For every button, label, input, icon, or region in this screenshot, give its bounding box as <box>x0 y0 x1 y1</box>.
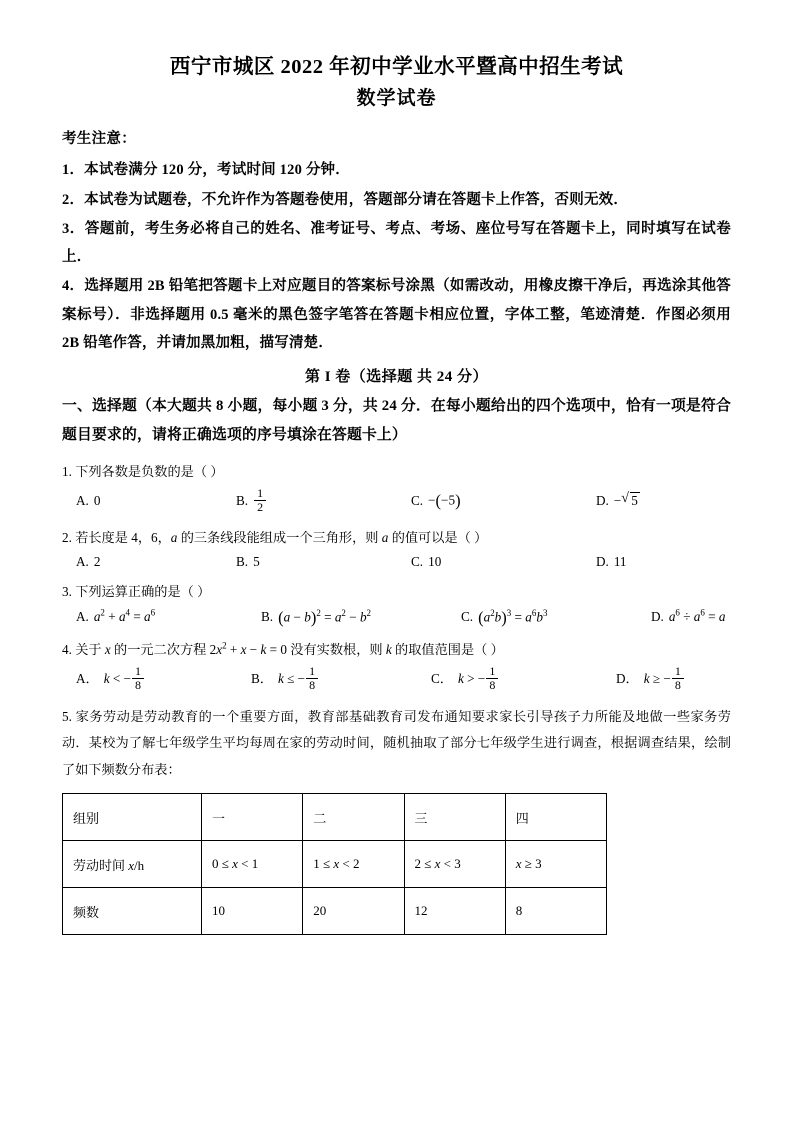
option-2-D: D. 11 <box>596 553 627 569</box>
notice-item-3: 3．答题前，考生务必将自己的姓名、准考证号、考点、考场、座位号写在答题卡上，同时填写在试卷上． <box>62 220 731 266</box>
option-2-B: B. 5 <box>236 553 260 569</box>
cell-freq-1: 10 <box>202 888 303 935</box>
cell-group-4: 四 <box>505 794 606 841</box>
notice-heading: 考生注意： <box>62 131 136 148</box>
option-3-C: C. $(a^2b)^3 = a^6b^3$ <box>461 607 548 627</box>
question-1-options <box>62 485 731 516</box>
option-4-B: B． k ≤ − $\frac{1}{8}$ <box>251 666 431 694</box>
question-4-options <box>62 663 731 694</box>
option-3-D: D. $a^6 \div a^6 = a$ <box>651 608 726 625</box>
option-1-B: B. $\frac{1}{2}$ <box>236 488 411 516</box>
section-one-instructions: 一、选择题（本大题共 8 小题，每小题 3 分，共 24 分．在每小题给出的四个选项中，恰有一项是符合题目要求的，请将正确选项的序号填涂在答题卡上） <box>62 398 731 443</box>
page-title: 西宁市城区 2022 年初中学业水平暨高中招生考试 <box>169 56 624 78</box>
question-5-stem: 5. 家务劳动是劳动教育的一个重要方面，教育部基础教育司发布通知要求家长引导孩子力所能及地做一些家务劳动．某校为了解七年级学生平均每周在家的劳动时间，随机抽取了部分七年级学生进行调查，根据调查结果，绘制了如下频数分布表： <box>62 708 731 777</box>
table-row <box>63 794 607 841</box>
cell-freq-4: 8 <box>505 888 606 935</box>
notice-item-2: 2．本试卷为试题卷，不允许作为答题卷使用，答题部分请在答题卡上作答，否则无效． <box>62 191 629 208</box>
option-1-A: A. 0 <box>76 492 101 508</box>
option-4-D: D． k ≥ − $\frac{1}{8}$ <box>616 666 685 694</box>
option-1-D: D. − √ 5 <box>596 492 640 509</box>
cell-freq-2: 20 <box>303 888 404 935</box>
volume-heading: 第 I 卷（选择题 共 24 分） <box>304 369 489 386</box>
option-4-C: C． k > − $\frac{1}{8}$ <box>431 666 616 694</box>
option-2-C: C. 10 <box>411 553 442 569</box>
question-1-stem: 1. 下列各数是负数的是（ ） <box>62 463 224 479</box>
cell-group-3: 三 <box>404 794 505 841</box>
option-3-A: A. $a^2 + a^4 = a^6$ <box>76 608 156 625</box>
cell-group-2: 二 <box>303 794 404 841</box>
question-4-stem: 4. 关于 x 的一元二次方程 $2x^2 + x - k = 0$ 没有实数根，则 k 的取值范围是（ ） <box>62 640 504 657</box>
option-1-C: C. −(−5) <box>411 491 461 511</box>
question-3-options <box>62 608 731 628</box>
table-row <box>63 841 607 888</box>
row-header-group: 组别 <box>63 794 202 841</box>
option-4-A: A． k < − $\frac{1}{8}$ <box>76 666 251 694</box>
cell-time-2: 1 ≤ x < 2 <box>303 841 404 888</box>
table-row <box>63 888 607 935</box>
row-header-time: 劳动时间 x/h <box>63 841 202 888</box>
option-3-B: B. $(a - b)^2 = a^2 - b^2$ <box>261 607 372 627</box>
cell-group-1: 一 <box>202 794 303 841</box>
frequency-table <box>62 793 607 935</box>
question-2-stem: 2. 若长度是 4，6，a 的三条线段能组成一个三角形，则 a 的值可以是（ ） <box>62 529 488 545</box>
cell-freq-3: 12 <box>404 888 505 935</box>
question-3-stem: 3. 下列运算正确的是（ ） <box>62 583 211 599</box>
option-2-A: A. 2 <box>76 553 101 569</box>
cell-time-4: x ≥ 3 <box>505 841 606 888</box>
row-header-frequency: 频数 <box>63 888 202 935</box>
page-subtitle: 数学试卷 <box>356 87 437 109</box>
question-2-options <box>62 554 731 570</box>
notice-item-4: 4．选择题用 2B 铅笔把答题卡上对应题目的答案标号涂黑（如需改动，用橡皮擦干净后，再选涂其他答案标号）．非选择题用 0.5 毫米的黑色签字笔答在答题卡相应位置，字体工整，笔迹清楚．作图必须用 2B 铅笔作答，并请加黑加粗，描写清楚． <box>62 278 731 351</box>
cell-time-3: 2 ≤ x < 3 <box>404 841 505 888</box>
cell-time-1: 0 ≤ x < 1 <box>202 841 303 888</box>
notice-item-1: 1．本试卷满分 120 分，考试时间 120 分钟． <box>62 162 350 179</box>
